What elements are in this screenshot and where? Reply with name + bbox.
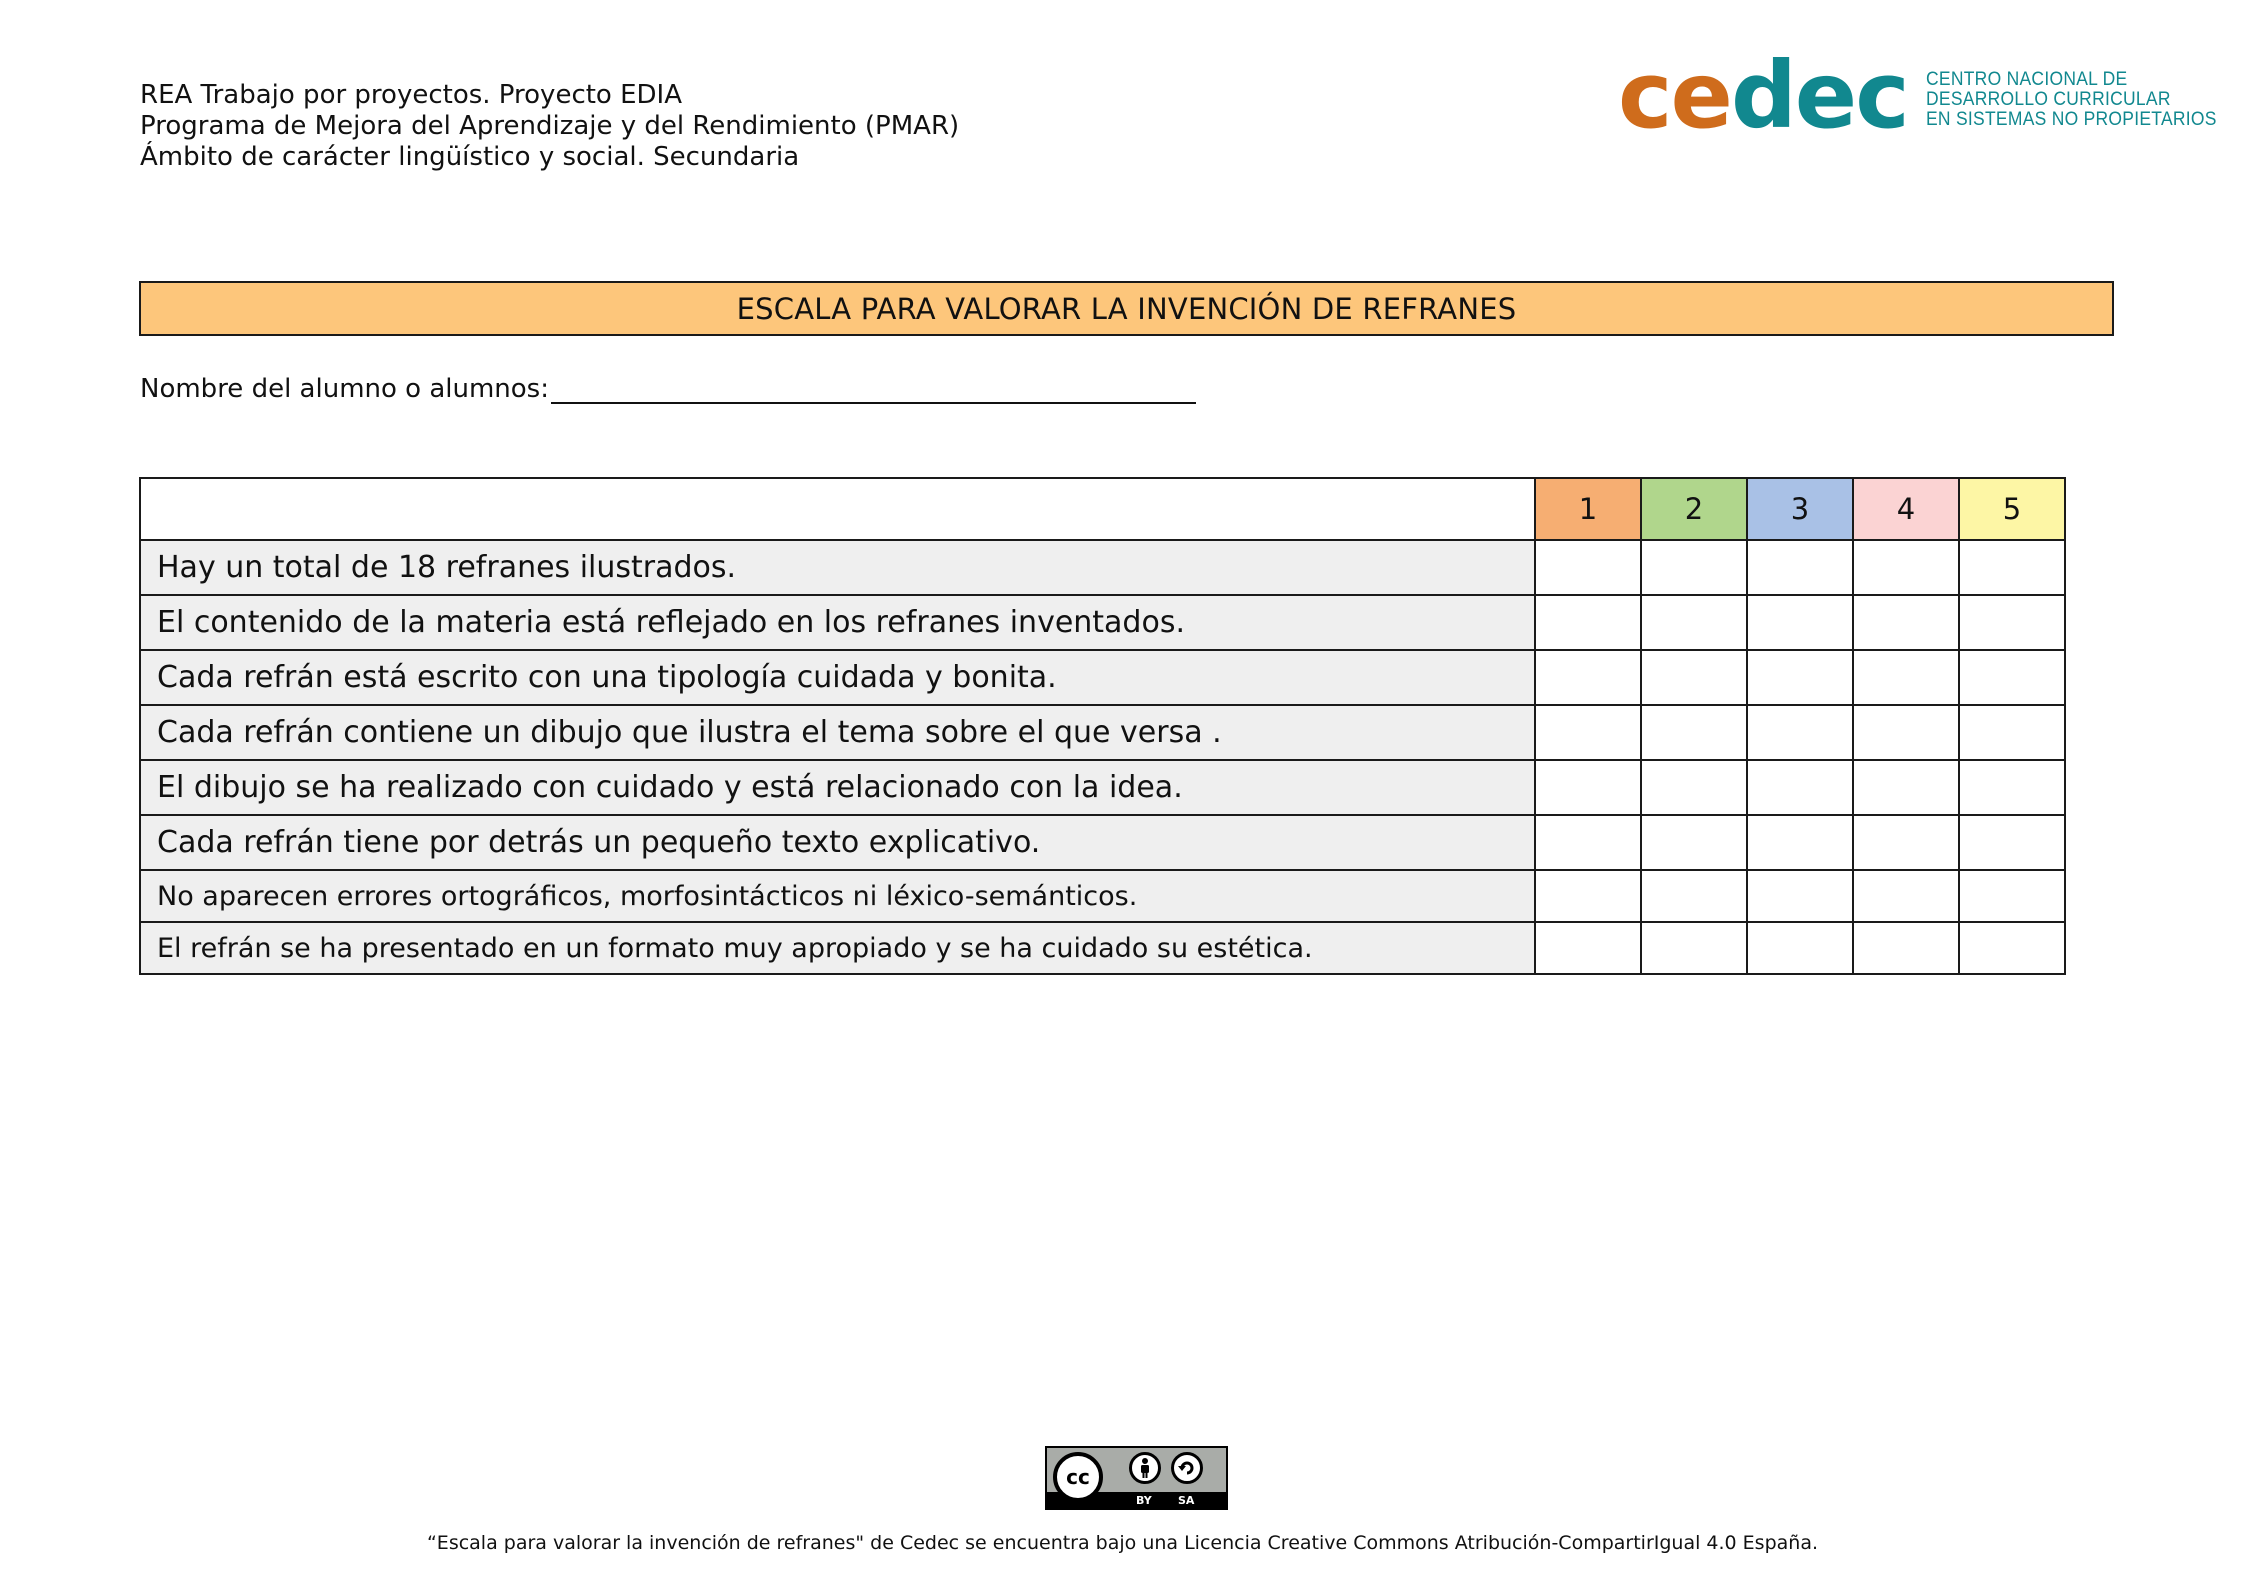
header-line-scope: Ámbito de carácter lingüístico y social. Secundaria (140, 142, 800, 172)
student-name-blank[interactable] (551, 374, 1196, 404)
score-cell[interactable] (1853, 870, 1959, 922)
score-cell[interactable] (1641, 705, 1747, 760)
table-row (140, 650, 2065, 705)
score-cell[interactable] (1959, 922, 2065, 974)
share-alike-arrow-icon (1176, 1457, 1198, 1479)
score-cell[interactable] (1959, 650, 2065, 705)
score-cell[interactable] (1747, 540, 1853, 595)
license-note: “Escala para valorar la invención de refranes" de Cedec se encuentra bajo una Licencia Creative Commons Atribución-CompartirIgual 4.0 España. (426, 1532, 1819, 1554)
logo-tagline-line: EN SISTEMAS NO PROPIETARIOS (1925, 109, 2217, 130)
cc-by-sa-badge[interactable] (1045, 1446, 1228, 1510)
table-row (140, 922, 2065, 974)
criterion-label: Cada refrán tiene por detrás un pequeño texto explicativo. (140, 815, 1535, 870)
score-header-3: 3 (1747, 478, 1853, 540)
score-cell[interactable] (1747, 650, 1853, 705)
criterion-label: No aparecen errores ortográficos, morfosintácticos ni léxico-semánticos. (140, 870, 1535, 922)
score-cell[interactable] (1747, 922, 1853, 974)
document-header (140, 80, 959, 173)
score-cell[interactable] (1641, 815, 1747, 870)
score-cell[interactable] (1853, 760, 1959, 815)
table-row (140, 815, 2065, 870)
score-cell[interactable] (1747, 760, 1853, 815)
rubric-header-row (140, 478, 2065, 540)
table-row (140, 540, 2065, 595)
table-row (140, 595, 2065, 650)
score-cell[interactable] (1535, 922, 1641, 974)
logo-word-orange: ce (1618, 42, 1731, 149)
score-cell[interactable] (1853, 815, 1959, 870)
student-name-label: Nombre del alumno o alumnos: (140, 374, 549, 404)
logo-tagline-line: DESARROLLO CURRICULAR (1925, 89, 2171, 110)
score-cell[interactable] (1535, 815, 1641, 870)
criterion-label: El contenido de la materia está reflejado en los refranes inventados. (140, 595, 1535, 650)
score-cell[interactable] (1641, 540, 1747, 595)
rubric-header-blank (140, 478, 1535, 540)
student-name-field (140, 374, 1196, 404)
score-cell[interactable] (1747, 705, 1853, 760)
score-cell[interactable] (1535, 870, 1641, 922)
score-cell[interactable] (1853, 595, 1959, 650)
score-cell[interactable] (1853, 705, 1959, 760)
attribution-person-icon (1129, 1452, 1161, 1484)
score-cell[interactable] (1641, 650, 1747, 705)
criterion-label: El dibujo se ha realizado con cuidado y está relacionado con la idea. (140, 760, 1535, 815)
score-cell[interactable] (1853, 922, 1959, 974)
score-cell[interactable] (1959, 595, 2065, 650)
badge-label-by: BY (1136, 1494, 1152, 1507)
score-cell[interactable] (1641, 595, 1747, 650)
logo-word-teal: dec (1730, 42, 1908, 149)
score-cell[interactable] (1535, 595, 1641, 650)
score-header-4: 4 (1853, 478, 1959, 540)
score-cell[interactable] (1535, 760, 1641, 815)
header-line-project: REA Trabajo por proyectos. Proyecto EDIA (140, 80, 683, 110)
logo-tagline-line: CENTRO NACIONAL DE (1925, 69, 2128, 90)
criterion-label: Cada refrán contiene un dibujo que ilustra el tema sobre el que versa . (140, 705, 1535, 760)
criterion-label: Hay un total de 18 refranes ilustrados. (140, 540, 1535, 595)
criterion-label: El refrán se ha presentado en un formato muy apropiado y se ha cuidado su estética. (140, 922, 1535, 974)
score-cell[interactable] (1959, 870, 2065, 922)
cedec-logo (1618, 42, 2242, 149)
score-cell[interactable] (1747, 595, 1853, 650)
score-cell[interactable] (1853, 540, 1959, 595)
table-row (140, 760, 2065, 815)
score-header-5: 5 (1959, 478, 2065, 540)
score-cell[interactable] (1535, 650, 1641, 705)
score-cell[interactable] (1959, 705, 2065, 760)
cc-icon: cc (1053, 1452, 1103, 1502)
score-cell[interactable] (1641, 760, 1747, 815)
score-cell[interactable] (1747, 870, 1853, 922)
rubric-title: ESCALA PARA VALORAR LA INVENCIÓN DE REFRANES (139, 281, 2114, 336)
badge-label-sa: SA (1178, 1494, 1195, 1507)
share-alike-icon (1171, 1452, 1203, 1484)
rubric-table (139, 477, 2066, 975)
cedec-logo-tagline (1926, 70, 2217, 130)
table-row (140, 705, 2065, 760)
header-line-program: Programa de Mejora del Aprendizaje y del Rendimiento (PMAR) (140, 111, 960, 141)
score-cell[interactable] (1959, 815, 2065, 870)
score-cell[interactable] (1853, 650, 1959, 705)
criterion-label: Cada refrán está escrito con una tipología cuidada y bonita. (140, 650, 1535, 705)
score-header-1: 1 (1535, 478, 1641, 540)
score-header-2: 2 (1641, 478, 1747, 540)
cedec-logo-word (1618, 42, 1908, 149)
score-cell[interactable] (1535, 705, 1641, 760)
score-cell[interactable] (1641, 870, 1747, 922)
table-row (140, 870, 2065, 922)
score-cell[interactable] (1959, 540, 2065, 595)
score-cell[interactable] (1959, 760, 2065, 815)
score-cell[interactable] (1747, 815, 1853, 870)
score-cell[interactable] (1641, 922, 1747, 974)
person-icon (1136, 1457, 1154, 1479)
score-cell[interactable] (1535, 540, 1641, 595)
